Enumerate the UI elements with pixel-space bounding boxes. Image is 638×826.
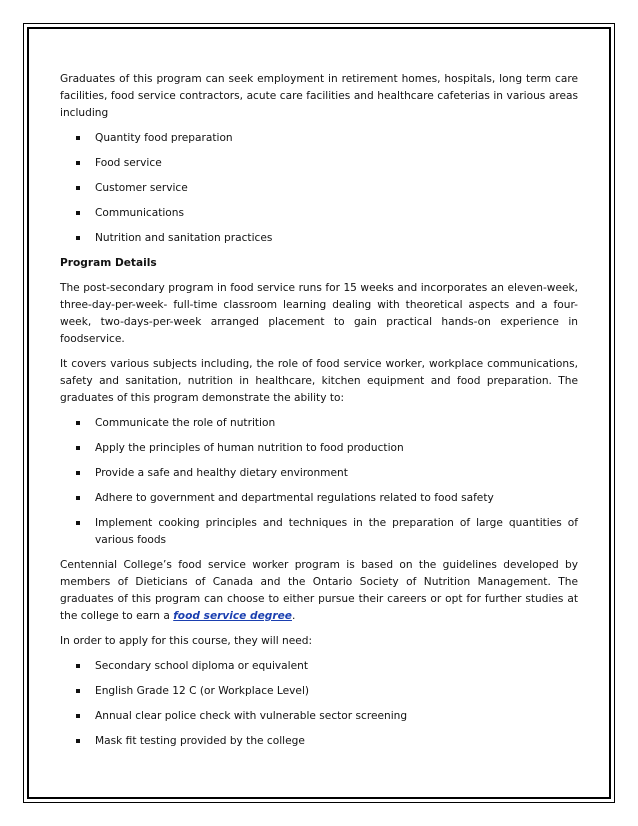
list-item: Communicate the role of nutrition	[60, 415, 578, 432]
program-details-heading: Program Details	[60, 257, 157, 269]
list-item: Implement cooking principles and techniques in the preparation of large quantities of various foods	[60, 515, 578, 549]
bullet-icon	[76, 136, 80, 140]
list-item: Mask fit testing provided by the college	[60, 733, 578, 750]
list-item: Provide a safe and healthy dietary environment	[60, 465, 578, 482]
bullet-icon	[76, 446, 80, 450]
details-paragraph-2: It covers various subjects including, the role of food service worker, workplace communications, safety and sanitation, nutrition in healthcare, kitchen equipment and food preparation. The graduates of this program demonstrate the ability to:	[60, 358, 578, 404]
requirements-list	[60, 658, 578, 750]
list-item: Apply the principles of human nutrition to food production	[60, 440, 578, 457]
food-service-degree-link[interactable]: food service degree	[173, 610, 292, 622]
bullet-icon	[76, 421, 80, 425]
bullet-icon	[76, 161, 80, 165]
list-item: English Grade 12 C (or Workplace Level)	[60, 683, 578, 700]
bullet-icon	[76, 521, 80, 525]
bullet-icon	[76, 714, 80, 718]
bullet-icon	[76, 186, 80, 190]
bullet-icon	[76, 496, 80, 500]
list-item: Customer service	[60, 180, 578, 197]
employment-areas-list	[60, 130, 578, 247]
list-item: Nutrition and sanitation practices	[60, 230, 578, 247]
list-item: Adhere to government and departmental regulations related to food safety	[60, 490, 578, 507]
requirements-intro: In order to apply for this course, they will need:	[60, 635, 313, 647]
list-item: Communications	[60, 205, 578, 222]
bullet-icon	[76, 211, 80, 215]
list-item: Food service	[60, 155, 578, 172]
guidelines-paragraph: Centennial College’s food service worker program is based on the guidelines developed by members of Dieticians of Canada and the Ontario Society of Nutrition Management. The graduates of this program can choose to either pursue their careers or opt for further studies at the college to earn a food service degree.	[60, 559, 578, 622]
bullet-icon	[76, 664, 80, 668]
bullet-icon	[76, 236, 80, 240]
bullet-icon	[76, 471, 80, 475]
list-item: Secondary school diploma or equivalent	[60, 658, 578, 675]
intro-paragraph: Graduates of this program can seek employment in retirement homes, hospitals, long term care facilities, food service contractors, acute care facilities and healthcare cafeterias in various areas including	[60, 73, 578, 119]
abilities-list	[60, 415, 578, 549]
list-item: Annual clear police check with vulnerable sector screening	[60, 708, 578, 725]
document-body	[60, 71, 578, 758]
details-paragraph-1: The post-secondary program in food service runs for 15 weeks and incorporates an eleven-week, three-day-per-week- full-time classroom learning dealing with theoretical aspects and a four-week, two-days-per-week arranged placement to gain practical hands-on experience in foodservice.	[60, 282, 578, 345]
bullet-icon	[76, 739, 80, 743]
bullet-icon	[76, 689, 80, 693]
list-item: Quantity food preparation	[60, 130, 578, 147]
